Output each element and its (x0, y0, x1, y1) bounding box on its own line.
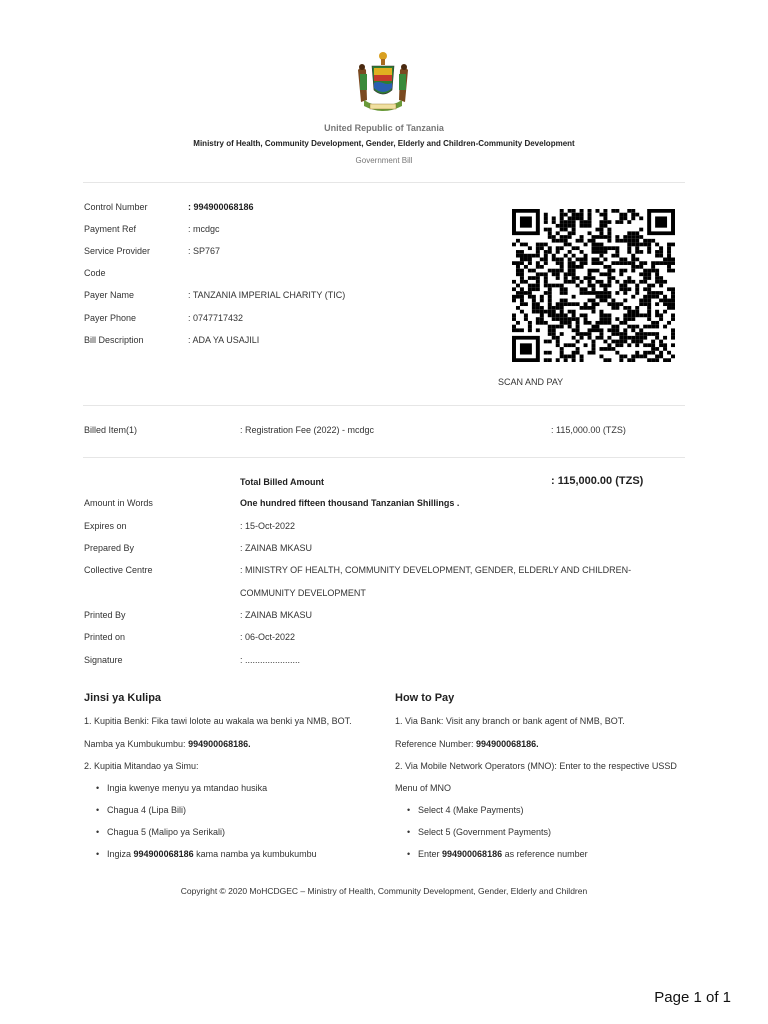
scan-and-pay-label: SCAN AND PAY (498, 377, 564, 387)
printed-by-value: : ZAINAB MKASU (240, 610, 313, 620)
billed-item-description: : Registration Fee (2022) - mcdgc (240, 425, 375, 435)
document-type: Government Bill (355, 156, 413, 165)
payer-phone-value: : 0747717432 (188, 313, 244, 323)
list-item: • Select 5 (Government Payments) (418, 827, 551, 837)
expires-on-value: : 15-Oct-2022 (240, 521, 296, 531)
prepared-by-label: Prepared By (84, 543, 135, 553)
english-step-2: 2. Via Mobile Network Operators (MNO): Enter to the respective USSD (395, 761, 677, 771)
amount-in-words-value: One hundred fifteen thousand Tanzanian Shillings . (240, 498, 460, 508)
control-number-value: : 994900068186 (188, 202, 254, 212)
billed-item-label: Billed Item(1) (84, 425, 138, 435)
list-item: • Select 4 (Make Payments) (418, 805, 524, 815)
control-number-label: Control Number (84, 202, 148, 212)
list-item: • Ingiza 994900068186 kama namba ya kumbukumbu (107, 849, 317, 859)
page-number: Page 1 of 1 (654, 989, 731, 1006)
payer-name-label: Payer Name (84, 290, 135, 300)
payer-phone-label: Payer Phone (84, 313, 137, 323)
divider (83, 457, 685, 458)
signature-label: Signature (84, 655, 123, 665)
copyright-footer: Copyright © 2020 MoHCDGEC – Ministry of Health, Community Development, Gender, Elderly and Children (180, 886, 588, 896)
ministry-name: Ministry of Health, Community Development, Gender, Elderly and Children-Community Development (193, 139, 575, 148)
billed-item-amount: : 115,000.00 (TZS) (551, 425, 626, 435)
english-instructions-title: How to Pay (395, 692, 455, 704)
country-name: United Republic of Tanzania (324, 123, 444, 133)
printed-by-label: Printed By (84, 610, 126, 620)
swahili-step-2: 2. Kupitia Mitandao ya Simu: (84, 761, 199, 771)
english-reference: Reference Number: 994900068186. (395, 739, 539, 749)
list-item: • Ingia kwenye menyu ya mtandao husika (107, 783, 267, 793)
service-provider-value: : SP767 (188, 246, 221, 256)
divider (83, 405, 685, 406)
list-item: • Chagua 4 (Lipa Bili) (107, 805, 186, 815)
payment-ref-value: : mcdgc (188, 224, 220, 234)
printed-on-value: : 06-Oct-2022 (240, 632, 296, 642)
divider (83, 182, 685, 183)
list-item: • Enter 994900068186 as reference number (418, 849, 588, 859)
service-provider-label: Service Provider (84, 246, 151, 256)
payment-ref-label: Payment Ref (84, 224, 137, 234)
code-label: Code (84, 268, 106, 278)
printed-on-label: Printed on (84, 632, 126, 642)
bill-description-value: : ADA YA USAJILI (188, 335, 260, 345)
list-item: • Chagua 5 (Malipo ya Serikali) (107, 827, 225, 837)
english-step-2-cont: Menu of MNO (395, 783, 452, 793)
payer-name-value: : TANZANIA IMPERIAL CHARITY (TIC) (188, 290, 346, 300)
total-billed-label: Total Billed Amount (240, 477, 324, 487)
expires-on-label: Expires on (84, 521, 127, 531)
swahili-step-1: 1. Kupitia Benki: Fika tawi lolote au wakala wa benki ya NMB, BOT. (84, 716, 352, 726)
bill-description-label: Bill Description (84, 335, 144, 345)
collective-centre-label: Collective Centre (84, 565, 153, 575)
swahili-reference: Namba ya Kumbukumbu: 994900068186. (84, 739, 251, 749)
amount-in-words-label: Amount in Words (84, 498, 153, 508)
collective-centre-value-line2: COMMUNITY DEVELOPMENT (240, 588, 366, 598)
total-billed-value: : 115,000.00 (TZS) (551, 475, 644, 487)
tanzania-coat-of-arms-emblem (352, 50, 414, 116)
collective-centre-value: : MINISTRY OF HEALTH, COMMUNITY DEVELOPMENT, GENDER, ELDERLY AND CHILDREN- (240, 565, 632, 575)
prepared-by-value: : ZAINAB MKASU (240, 543, 313, 553)
qr-code (512, 209, 675, 362)
english-step-1: 1. Via Bank: Visit any branch or bank agent of NMB, BOT. (395, 716, 625, 726)
swahili-instructions-title: Jinsi ya Kulipa (84, 692, 162, 704)
signature-value: : ...................... (240, 655, 301, 665)
